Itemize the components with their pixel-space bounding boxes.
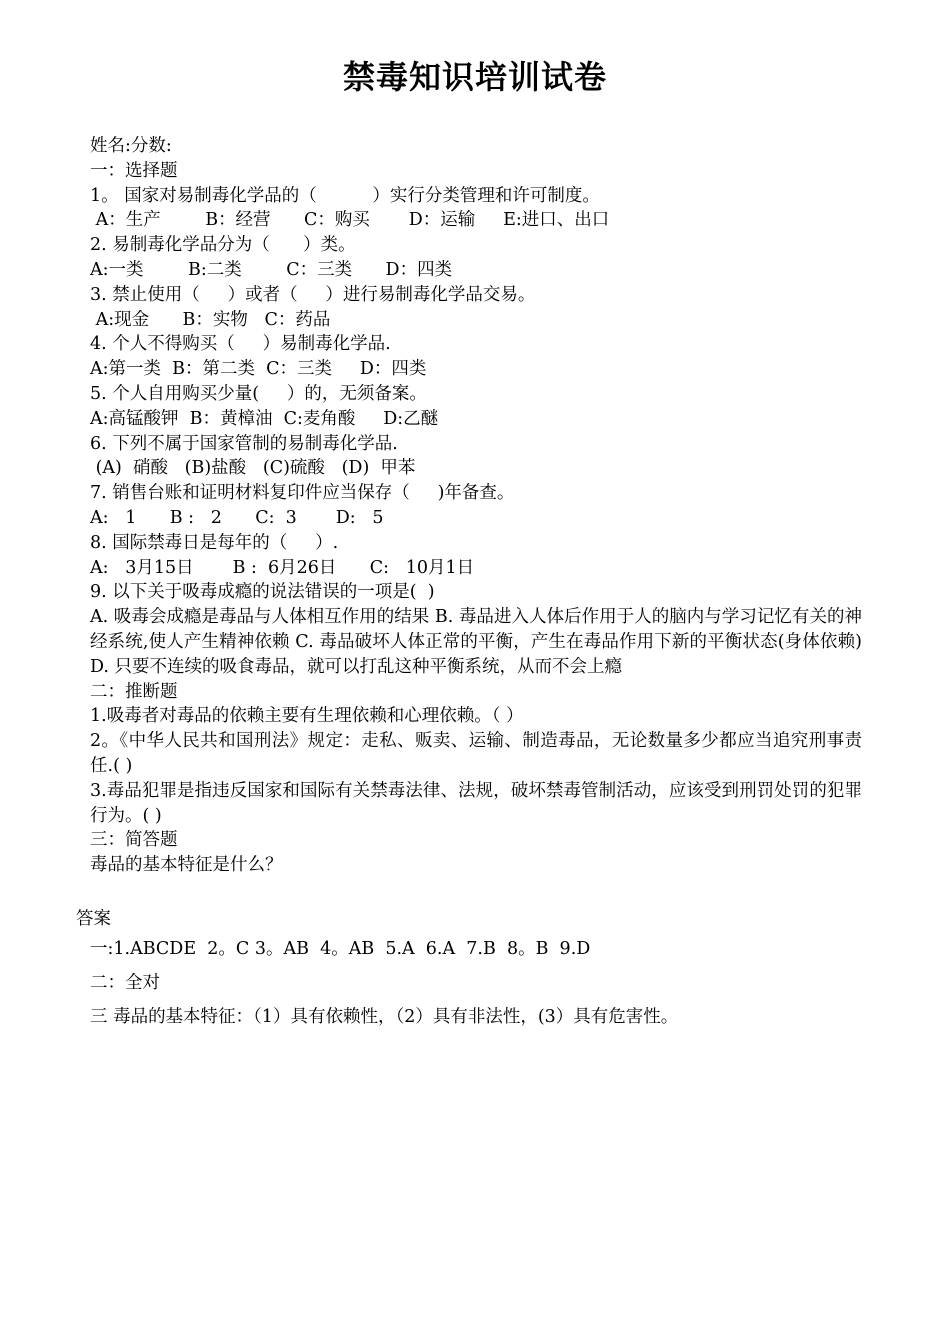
question-5: 5. 个人自用购买少量( ）的，无须备案。: [90, 383, 427, 404]
section1-heading: 一：选择题: [90, 160, 178, 181]
answers-heading: 答案: [76, 909, 111, 929]
short-answer-question: 毒品的基本特征是什么？: [90, 855, 283, 876]
question-3: 3. 禁止使用（ ）或者（ ）进行易制毒化学品交易。: [90, 284, 536, 305]
question-4-options: A:第一类 B：第二类 C：三类 D：四类: [90, 359, 427, 380]
question-6-options: (A) 硝酸 (B)盐酸 (C)硫酸 (D) 甲苯: [90, 458, 416, 479]
section3-heading: 三：简答题: [90, 830, 178, 851]
answers-line-1: 一:1.ABCDE 2。C 3。AB 4。AB 5.A 6.A 7.B 8。B 9.D: [90, 939, 591, 959]
question-8-options: A: 3月15日 B : 6月26日 C: 10月1日: [90, 557, 475, 578]
section2-heading: 二：推断题: [90, 681, 178, 702]
question-1: 1。 国家对易制毒化学品的（ ）实行分类管理和许可制度。: [90, 185, 600, 206]
question-6: 6. 下列不属于国家管制的易制毒化学品.: [90, 433, 398, 454]
question-9-options: A. 吸毒会成瘾是毒品与人体相互作用的结果 B. 毒品进入人体后作用于人的脑内与学习记忆有关的神经系统,使人产生精神依赖 C. 毒品破坏人体正常的平衡，产生在毒品作用下新的平衡状态(身体依赖) D. 只要不连续的吸食毒品，就可以打乱这种平衡系统，从而不会上瘾: [90, 607, 862, 677]
question-3-options: A:现金 B：实物 C：药品: [90, 309, 331, 330]
judge-question-1: 1.吸毒者对毒品的依赖主要有生理依赖和心理依赖。（ ）: [90, 706, 524, 727]
page-title: 禁毒知识培训试卷: [342, 58, 607, 96]
answer-section: [76, 906, 866, 1034]
judge-question-2: 2。《中华人民共和国刑法》规定：走私、贩卖、运输、制造毒品，无论数量多少都应当追究刑事责任.( ): [90, 731, 862, 776]
answers-line-2: 二：全对: [90, 973, 160, 993]
question-7-options: A: 1 B : 2 C: 3 D: 5: [90, 507, 384, 528]
question-9: 9. 以下关于吸毒成瘾的说法错误的一项是( ): [90, 582, 435, 603]
question-2-options: A:一类 B:二类 C：三类 D：四类: [90, 259, 453, 280]
judge-question-3: 3.毒品犯罪是指违反国家和国际有关禁毒法律、法规，破坏禁毒管制活动，应该受到刑罚处罚的犯罪行为。( ): [90, 780, 862, 826]
question-8: 8. 国际禁毒日是每年的（ ）.: [90, 532, 339, 553]
question-2: 2. 易制毒化学品分为（ ）类。: [90, 235, 356, 256]
name-score-line: 姓名:分数:: [90, 136, 172, 156]
question-7: 7. 销售台账和证明材料复印件应当保存（ )年备查。: [90, 483, 515, 504]
question-4: 4. 个人不得购买（ ）易制毒化学品.: [90, 334, 391, 355]
answers-line-3: 三 毒品的基本特征：（1）具有依赖性，（2）具有非法性，(3）具有危害性。: [90, 1007, 679, 1027]
question-5-options: A:高锰酸钾 B：黄樟油 C:麦角酸 D:乙醚: [90, 408, 439, 429]
exam-body: [90, 134, 862, 878]
question-1-options: A：生产 B：经营 C：购买 D：运输 E:进口、出口: [90, 210, 610, 231]
